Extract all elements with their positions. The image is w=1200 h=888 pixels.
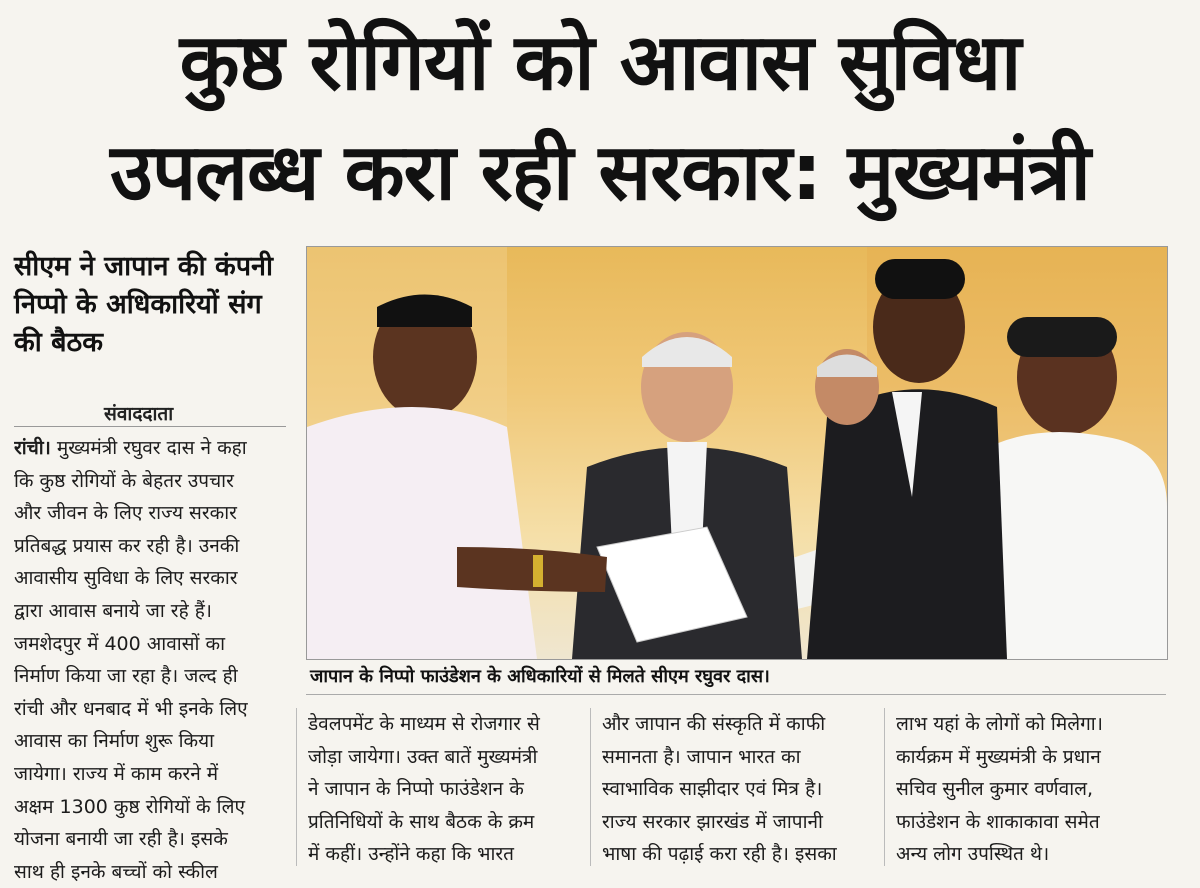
headline-line-1: कुष्ठ रोगियों को आवास सुविधा [179,18,1021,108]
article-line: लाभ यहां के लोगों को मिलेगा। [896,713,1103,735]
headline-line-2: उपलब्ध करा रही सरकार: मुख्यमंत्री [110,128,1090,218]
article-line: निर्माण किया जा रहा है। जल्द ही [14,665,238,688]
article-column-1 [14,432,286,888]
article-column-4 [896,708,1168,871]
article-line: आवासीय सुविधा के लिए सरकार [14,567,238,590]
article-line: जमशेदपुर में 400 आवासों का [14,632,225,655]
article-line: समानता है। जापान भारत का [602,745,801,768]
article-line: आवास का निर्माण शुरू किया [14,730,215,753]
article-line: राज्य सरकार झारखंड में जापानी [602,810,823,833]
article-line: स्वाभाविक साझीदार एवं मित्र है। [602,778,823,801]
article-line: फाउंडेशन के शाकाकावा समेत [896,810,1100,833]
article-line: ने जापान के निप्पो फाउंडेशन के [308,778,524,801]
article-line: अन्य लोग उपस्थित थे। [896,843,1050,866]
article-line: रांची और धनबाद में भी इनके लिए [14,697,248,720]
article-text: मुख्यमंत्री रघुवर दास ने कहा [50,437,247,459]
article-line: कार्यक्रम में मुख्यमंत्री के प्रधान [896,745,1101,768]
column-divider [296,708,297,866]
photo-illustration [307,247,1167,659]
article-line: जोड़ा जायेगा। उक्त बातें मुख्यमंत्री [308,745,538,768]
article-column-2 [308,708,580,871]
article-line: द्वारा आवास बनाये जा रहे हैं। [14,599,212,622]
news-photo [306,246,1168,660]
photo-caption: जापान के निप्पो फाउंडेशन के अधिकारियों से मिलते सीएम रघुवर दास। [310,666,770,687]
article-line: योजना बनायी जा रही है। इसके [14,828,228,851]
dateline: रांची। [14,437,51,459]
article-line: प्रतिनिधियों के साथ बैठक के क्रम [308,810,535,833]
byline: संवाददाता [104,403,174,425]
article-line: कि कुष्ठ रोगियों के बेहतर उपचार [14,469,234,492]
article-line: अक्षम 1300 कुष्ठ रोगियों के लिए [14,795,245,818]
article-line [14,432,286,465]
byline-divider [14,426,286,427]
article-line: भाषा की पढ़ाई करा रही है। इसका [602,843,837,866]
article-line: में कहीं। उन्होंने कहा कि भारत [308,843,515,866]
article-line: साथ ही इनके बच्चों को स्कील [14,860,218,883]
article-line: डेवलपमेंट के माध्यम से रोजगार से [308,713,540,735]
article-line: और जापान की संस्कृति में काफी [602,713,826,735]
column-divider [884,708,885,866]
article-line: प्रतिबद्ध प्रयास कर रही है। उनकी [14,534,240,557]
article-line: और जीवन के लिए राज्य सरकार [14,502,237,525]
article-column-3 [602,708,874,871]
article-line: सचिव सुनील कुमार वर्णवाल, [896,778,1094,801]
column-divider [590,708,591,866]
subheadline: सीएम ने जापान की कंपनी निप्पो के अधिकारियों संग की बैठक [14,251,274,358]
caption-divider [306,694,1166,695]
article-line: जायेगा। राज्य में काम करने में [14,762,219,785]
